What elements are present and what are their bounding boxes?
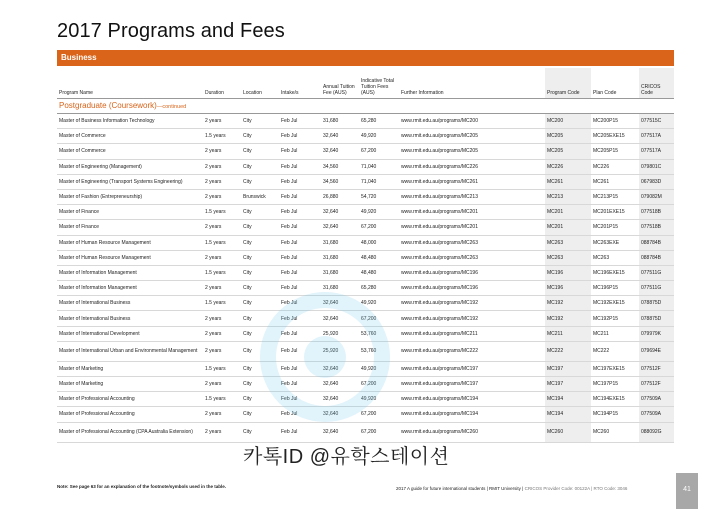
cell-total-fee: 49,920 xyxy=(359,129,399,144)
cell-duration: 2 years xyxy=(203,159,241,174)
cell-plan-code: MC222 xyxy=(591,341,639,361)
cell-total-fee: 67,200 xyxy=(359,422,399,442)
cell-location: City xyxy=(241,129,279,144)
cell-program-code: MC194 xyxy=(545,407,591,422)
cell-program-code: MC222 xyxy=(545,341,591,361)
cell-program-code: MC192 xyxy=(545,296,591,311)
cell-total-fee: 53,760 xyxy=(359,341,399,361)
cell-duration: 1.5 years xyxy=(203,265,241,280)
cell-further-info: www.rmit.edu.au/programs/MC196 xyxy=(399,265,545,280)
cell-annual-fee: 32,640 xyxy=(321,205,359,220)
cell-plan-code: MC201EXE15 xyxy=(591,205,639,220)
cell-plan-code: MC200P15 xyxy=(591,114,639,129)
cell-program-code: MC194 xyxy=(545,392,591,407)
cell-further-info: www.rmit.edu.au/programs/MC194 xyxy=(399,392,545,407)
footer-codes: CRICOS Provider Code: 00122A | RTO Code: 3046 xyxy=(524,486,628,491)
cell-cricos-code: 088784B xyxy=(639,235,674,250)
cell-annual-fee: 32,640 xyxy=(321,220,359,235)
cell-intakes: Feb Jul xyxy=(279,377,321,392)
cell-duration: 1.5 years xyxy=(203,129,241,144)
cell-intakes: Feb Jul xyxy=(279,296,321,311)
cell-duration: 2 years xyxy=(203,174,241,189)
cell-annual-fee: 32,640 xyxy=(321,407,359,422)
cell-annual-fee: 34,560 xyxy=(321,159,359,174)
cell-annual-fee: 25,920 xyxy=(321,326,359,341)
table-row xyxy=(57,250,674,265)
cell-intakes: Feb Jul xyxy=(279,114,321,129)
table-row xyxy=(57,205,674,220)
cell-total-fee: 67,200 xyxy=(359,377,399,392)
cell-location: City xyxy=(241,220,279,235)
subsection-heading-row xyxy=(57,99,674,114)
cell-plan-code: MC201P15 xyxy=(591,220,639,235)
cell-duration: 2 years xyxy=(203,114,241,129)
cell-duration: 2 years xyxy=(203,422,241,442)
cell-plan-code: MC213P15 xyxy=(591,189,639,204)
cell-program-name: Master of International Urban and Environmental Management xyxy=(57,341,203,361)
col-program-code: Program Code xyxy=(545,68,591,99)
cell-duration: 1.5 years xyxy=(203,235,241,250)
col-cricos-code: CRICOS Code xyxy=(639,68,674,99)
cell-further-info: www.rmit.edu.au/programs/MC201 xyxy=(399,220,545,235)
cell-intakes: Feb Jul xyxy=(279,361,321,376)
cell-total-fee: 54,720 xyxy=(359,189,399,204)
cell-program-name: Master of Commerce xyxy=(57,144,203,159)
page-title: 2017 Programs and Fees xyxy=(57,20,285,42)
cell-further-info: www.rmit.edu.au/programs/MC194 xyxy=(399,407,545,422)
cell-duration: 2 years xyxy=(203,250,241,265)
cell-intakes: Feb Jul xyxy=(279,220,321,235)
cell-duration: 2 years xyxy=(203,377,241,392)
cell-location: City xyxy=(241,235,279,250)
cell-program-code: MC196 xyxy=(545,265,591,280)
cell-plan-code: MC197EXE15 xyxy=(591,361,639,376)
cell-cricos-code: 078875D xyxy=(639,311,674,326)
table-row xyxy=(57,189,674,204)
cell-further-info: www.rmit.edu.au/programs/MC196 xyxy=(399,281,545,296)
cell-further-info: www.rmit.edu.au/programs/MC213 xyxy=(399,189,545,204)
cell-location: City xyxy=(241,265,279,280)
cell-program-code: MC263 xyxy=(545,250,591,265)
subsection-title: Postgraduate (Coursework) xyxy=(59,100,157,110)
cell-annual-fee: 32,640 xyxy=(321,422,359,442)
cell-plan-code: MC197P15 xyxy=(591,377,639,392)
cell-duration: 1.5 years xyxy=(203,392,241,407)
cell-location: Brunswick xyxy=(241,189,279,204)
cell-duration: 2 years xyxy=(203,220,241,235)
cell-program-name: Master of Finance xyxy=(57,220,203,235)
cell-total-fee: 67,200 xyxy=(359,220,399,235)
cell-intakes: Feb Jul xyxy=(279,235,321,250)
cell-total-fee: 48,000 xyxy=(359,235,399,250)
cell-further-info: www.rmit.edu.au/programs/MC200 xyxy=(399,114,545,129)
cell-annual-fee: 31,680 xyxy=(321,281,359,296)
cell-program-name: Master of International Business xyxy=(57,296,203,311)
cell-program-code: MC226 xyxy=(545,159,591,174)
watermark-text: 카톡ID @유학스테이션 xyxy=(243,446,450,468)
cell-plan-code: MC192P15 xyxy=(591,311,639,326)
table-row xyxy=(57,114,674,129)
cell-program-code: MC197 xyxy=(545,361,591,376)
cell-annual-fee: 34,560 xyxy=(321,174,359,189)
cell-cricos-code: 077512F xyxy=(639,377,674,392)
cell-program-code: MC197 xyxy=(545,377,591,392)
cell-total-fee: 48,480 xyxy=(359,250,399,265)
cell-location: City xyxy=(241,114,279,129)
table-row xyxy=(57,174,674,189)
cell-plan-code: MC205EXE15 xyxy=(591,129,639,144)
cell-location: City xyxy=(241,296,279,311)
cell-location: City xyxy=(241,392,279,407)
cell-duration: 2 years xyxy=(203,144,241,159)
col-location: Location xyxy=(241,68,279,99)
footer xyxy=(396,486,627,491)
cell-program-name: Master of Human Resource Management xyxy=(57,235,203,250)
section-header: Business xyxy=(57,50,674,66)
cell-further-info: www.rmit.edu.au/programs/MC205 xyxy=(399,129,545,144)
cell-program-name: Master of Business Information Technology xyxy=(57,114,203,129)
cell-program-code: MC201 xyxy=(545,205,591,220)
table-row xyxy=(57,265,674,280)
cell-intakes: Feb Jul xyxy=(279,281,321,296)
cell-annual-fee: 32,640 xyxy=(321,144,359,159)
cell-further-info: www.rmit.edu.au/programs/MC263 xyxy=(399,235,545,250)
cell-cricos-code: 077518B xyxy=(639,220,674,235)
cell-further-info: www.rmit.edu.au/programs/MC201 xyxy=(399,205,545,220)
cell-cricos-code: 077515C xyxy=(639,114,674,129)
cell-location: City xyxy=(241,361,279,376)
cell-cricos-code: 078875D xyxy=(639,296,674,311)
cell-program-name: Master of Marketing xyxy=(57,361,203,376)
cell-program-name: Master of Professional Accounting (CPA Australia Extension) xyxy=(57,422,203,442)
table-row xyxy=(57,407,674,422)
cell-location: City xyxy=(241,326,279,341)
cell-program-name: Master of Information Management xyxy=(57,281,203,296)
cell-total-fee: 71,040 xyxy=(359,159,399,174)
cell-program-name: Master of Professional Accounting xyxy=(57,392,203,407)
cell-annual-fee: 32,640 xyxy=(321,392,359,407)
cell-cricos-code: 077518B xyxy=(639,205,674,220)
cell-plan-code: MC196P15 xyxy=(591,281,639,296)
cell-program-code: MC201 xyxy=(545,220,591,235)
cell-annual-fee: 26,880 xyxy=(321,189,359,204)
cell-annual-fee: 25,920 xyxy=(321,341,359,361)
cell-program-name: Master of Engineering (Management) xyxy=(57,159,203,174)
cell-cricos-code: 077517A xyxy=(639,129,674,144)
cell-total-fee: 71,040 xyxy=(359,174,399,189)
cell-further-info: www.rmit.edu.au/programs/MC197 xyxy=(399,361,545,376)
cell-plan-code: MC260 xyxy=(591,422,639,442)
cell-plan-code: MC196EXE15 xyxy=(591,265,639,280)
cell-further-info: www.rmit.edu.au/programs/MC222 xyxy=(399,341,545,361)
cell-program-code: MC205 xyxy=(545,129,591,144)
cell-duration: 1.5 years xyxy=(203,205,241,220)
cell-intakes: Feb Jul xyxy=(279,326,321,341)
cell-further-info: www.rmit.edu.au/programs/MC261 xyxy=(399,174,545,189)
subsection-heading xyxy=(57,99,674,114)
col-duration: Duration xyxy=(203,68,241,99)
cell-plan-code: MC261 xyxy=(591,174,639,189)
cell-duration: 2 years xyxy=(203,341,241,361)
cell-cricos-code: 077511G xyxy=(639,265,674,280)
cell-annual-fee: 31,680 xyxy=(321,250,359,265)
cell-annual-fee: 31,680 xyxy=(321,265,359,280)
cell-further-info: www.rmit.edu.au/programs/MC192 xyxy=(399,311,545,326)
cell-intakes: Feb Jul xyxy=(279,422,321,442)
cell-cricos-code: 079694E xyxy=(639,341,674,361)
cell-program-name: Master of Engineering (Transport Systems Engineering) xyxy=(57,174,203,189)
table-row xyxy=(57,129,674,144)
cell-location: City xyxy=(241,250,279,265)
cell-intakes: Feb Jul xyxy=(279,174,321,189)
cell-annual-fee: 32,640 xyxy=(321,129,359,144)
cell-program-name: Master of International Development xyxy=(57,326,203,341)
table-header-row xyxy=(57,68,674,99)
cell-total-fee: 49,920 xyxy=(359,361,399,376)
cell-location: City xyxy=(241,159,279,174)
cell-plan-code: MC194EXE15 xyxy=(591,392,639,407)
cell-program-name: Master of Finance xyxy=(57,205,203,220)
cell-location: City xyxy=(241,311,279,326)
cell-plan-code: MC205P15 xyxy=(591,144,639,159)
cell-intakes: Feb Jul xyxy=(279,311,321,326)
cell-intakes: Feb Jul xyxy=(279,392,321,407)
col-total-fee: Indicative Total Tuition Fees (AUS) xyxy=(359,68,399,99)
footer-main: 2017 A guide for future international students | RMIT University | xyxy=(396,486,525,491)
cell-location: City xyxy=(241,281,279,296)
cell-program-code: MC213 xyxy=(545,189,591,204)
cell-location: City xyxy=(241,174,279,189)
cell-further-info: www.rmit.edu.au/programs/MC197 xyxy=(399,377,545,392)
cell-cricos-code: 079801C xyxy=(639,159,674,174)
cell-program-code: MC261 xyxy=(545,174,591,189)
cell-plan-code: MC263 xyxy=(591,250,639,265)
cell-location: City xyxy=(241,144,279,159)
cell-annual-fee: 31,680 xyxy=(321,235,359,250)
cell-total-fee: 49,920 xyxy=(359,205,399,220)
cell-location: City xyxy=(241,205,279,220)
cell-program-name: Master of Fashion (Entrepreneurship) xyxy=(57,189,203,204)
cell-duration: 2 years xyxy=(203,326,241,341)
page-number: 41 xyxy=(676,473,698,509)
cell-program-name: Master of Commerce xyxy=(57,129,203,144)
cell-further-info: www.rmit.edu.au/programs/MC260 xyxy=(399,422,545,442)
cell-annual-fee: 32,640 xyxy=(321,377,359,392)
cell-cricos-code: 077512F xyxy=(639,361,674,376)
cell-duration: 1.5 years xyxy=(203,296,241,311)
cell-cricos-code: 077517A xyxy=(639,144,674,159)
cell-program-code: MC200 xyxy=(545,114,591,129)
cell-program-code: MC192 xyxy=(545,311,591,326)
cell-location: City xyxy=(241,341,279,361)
cell-cricos-code: 088784B xyxy=(639,250,674,265)
cell-intakes: Feb Jul xyxy=(279,407,321,422)
subsection-continued: —continued xyxy=(156,103,187,110)
col-intakes: Intake/s xyxy=(279,68,321,99)
cell-total-fee: 65,280 xyxy=(359,281,399,296)
cell-total-fee: 48,480 xyxy=(359,265,399,280)
col-further-info: Further Information xyxy=(399,68,545,99)
cell-program-code: MC211 xyxy=(545,326,591,341)
cell-location: City xyxy=(241,407,279,422)
cell-plan-code: MC226 xyxy=(591,159,639,174)
cell-intakes: Feb Jul xyxy=(279,144,321,159)
cell-cricos-code: 077511G xyxy=(639,281,674,296)
col-plan-code: Plan Code xyxy=(591,68,639,99)
cell-plan-code: MC263EXE xyxy=(591,235,639,250)
watermark-logo xyxy=(260,292,390,422)
cell-further-info: www.rmit.edu.au/programs/MC205 xyxy=(399,144,545,159)
cell-further-info: www.rmit.edu.au/programs/MC192 xyxy=(399,296,545,311)
cell-program-code: MC196 xyxy=(545,281,591,296)
cell-plan-code: MC194P15 xyxy=(591,407,639,422)
cell-cricos-code: 088092G xyxy=(639,422,674,442)
cell-program-name: Master of Marketing xyxy=(57,377,203,392)
cell-cricos-code: 079082M xyxy=(639,189,674,204)
cell-duration: 2 years xyxy=(203,311,241,326)
cell-intakes: Feb Jul xyxy=(279,265,321,280)
cell-intakes: Feb Jul xyxy=(279,341,321,361)
footnote: Note: See page 63 for an explanation of the footnote/symbols used in the table. xyxy=(57,484,227,489)
cell-duration: 2 years xyxy=(203,281,241,296)
cell-annual-fee: 32,640 xyxy=(321,361,359,376)
cell-further-info: www.rmit.edu.au/programs/MC263 xyxy=(399,250,545,265)
cell-intakes: Feb Jul xyxy=(279,189,321,204)
cell-total-fee: 49,920 xyxy=(359,392,399,407)
cell-annual-fee: 32,640 xyxy=(321,296,359,311)
cell-total-fee: 65,280 xyxy=(359,114,399,129)
cell-program-name: Master of Professional Accounting xyxy=(57,407,203,422)
cell-further-info: www.rmit.edu.au/programs/MC211 xyxy=(399,326,545,341)
cell-plan-code: MC211 xyxy=(591,326,639,341)
cell-intakes: Feb Jul xyxy=(279,129,321,144)
cell-cricos-code: 079979K xyxy=(639,326,674,341)
table-row xyxy=(57,144,674,159)
cell-intakes: Feb Jul xyxy=(279,205,321,220)
cell-further-info: www.rmit.edu.au/programs/MC226 xyxy=(399,159,545,174)
cell-intakes: Feb Jul xyxy=(279,159,321,174)
cell-duration: 2 years xyxy=(203,407,241,422)
col-program-name: Program Name xyxy=(57,68,203,99)
cell-program-code: MC260 xyxy=(545,422,591,442)
table-row xyxy=(57,281,674,296)
cell-total-fee: 49,920 xyxy=(359,296,399,311)
cell-program-code: MC263 xyxy=(545,235,591,250)
cell-annual-fee: 31,680 xyxy=(321,114,359,129)
cell-duration: 1.5 years xyxy=(203,361,241,376)
cell-total-fee: 67,200 xyxy=(359,407,399,422)
cell-program-code: MC205 xyxy=(545,144,591,159)
cell-total-fee: 67,200 xyxy=(359,144,399,159)
cell-plan-code: MC192EXE15 xyxy=(591,296,639,311)
cell-cricos-code: 067983D xyxy=(639,174,674,189)
cell-intakes: Feb Jul xyxy=(279,250,321,265)
col-annual-fee: Annual Tuition Fee (AUS) xyxy=(321,68,359,99)
cell-program-name: Master of Human Resource Management xyxy=(57,250,203,265)
cell-program-name: Master of International Business xyxy=(57,311,203,326)
cell-total-fee: 67,200 xyxy=(359,311,399,326)
table-row xyxy=(57,220,674,235)
cell-total-fee: 53,760 xyxy=(359,326,399,341)
cell-annual-fee: 32,640 xyxy=(321,311,359,326)
cell-cricos-code: 077509A xyxy=(639,407,674,422)
cell-program-name: Master of Information Management xyxy=(57,265,203,280)
cell-location: City xyxy=(241,422,279,442)
cell-location: City xyxy=(241,377,279,392)
table-row xyxy=(57,235,674,250)
cell-duration: 2 years xyxy=(203,189,241,204)
table-row xyxy=(57,159,674,174)
cell-cricos-code: 077509A xyxy=(639,392,674,407)
